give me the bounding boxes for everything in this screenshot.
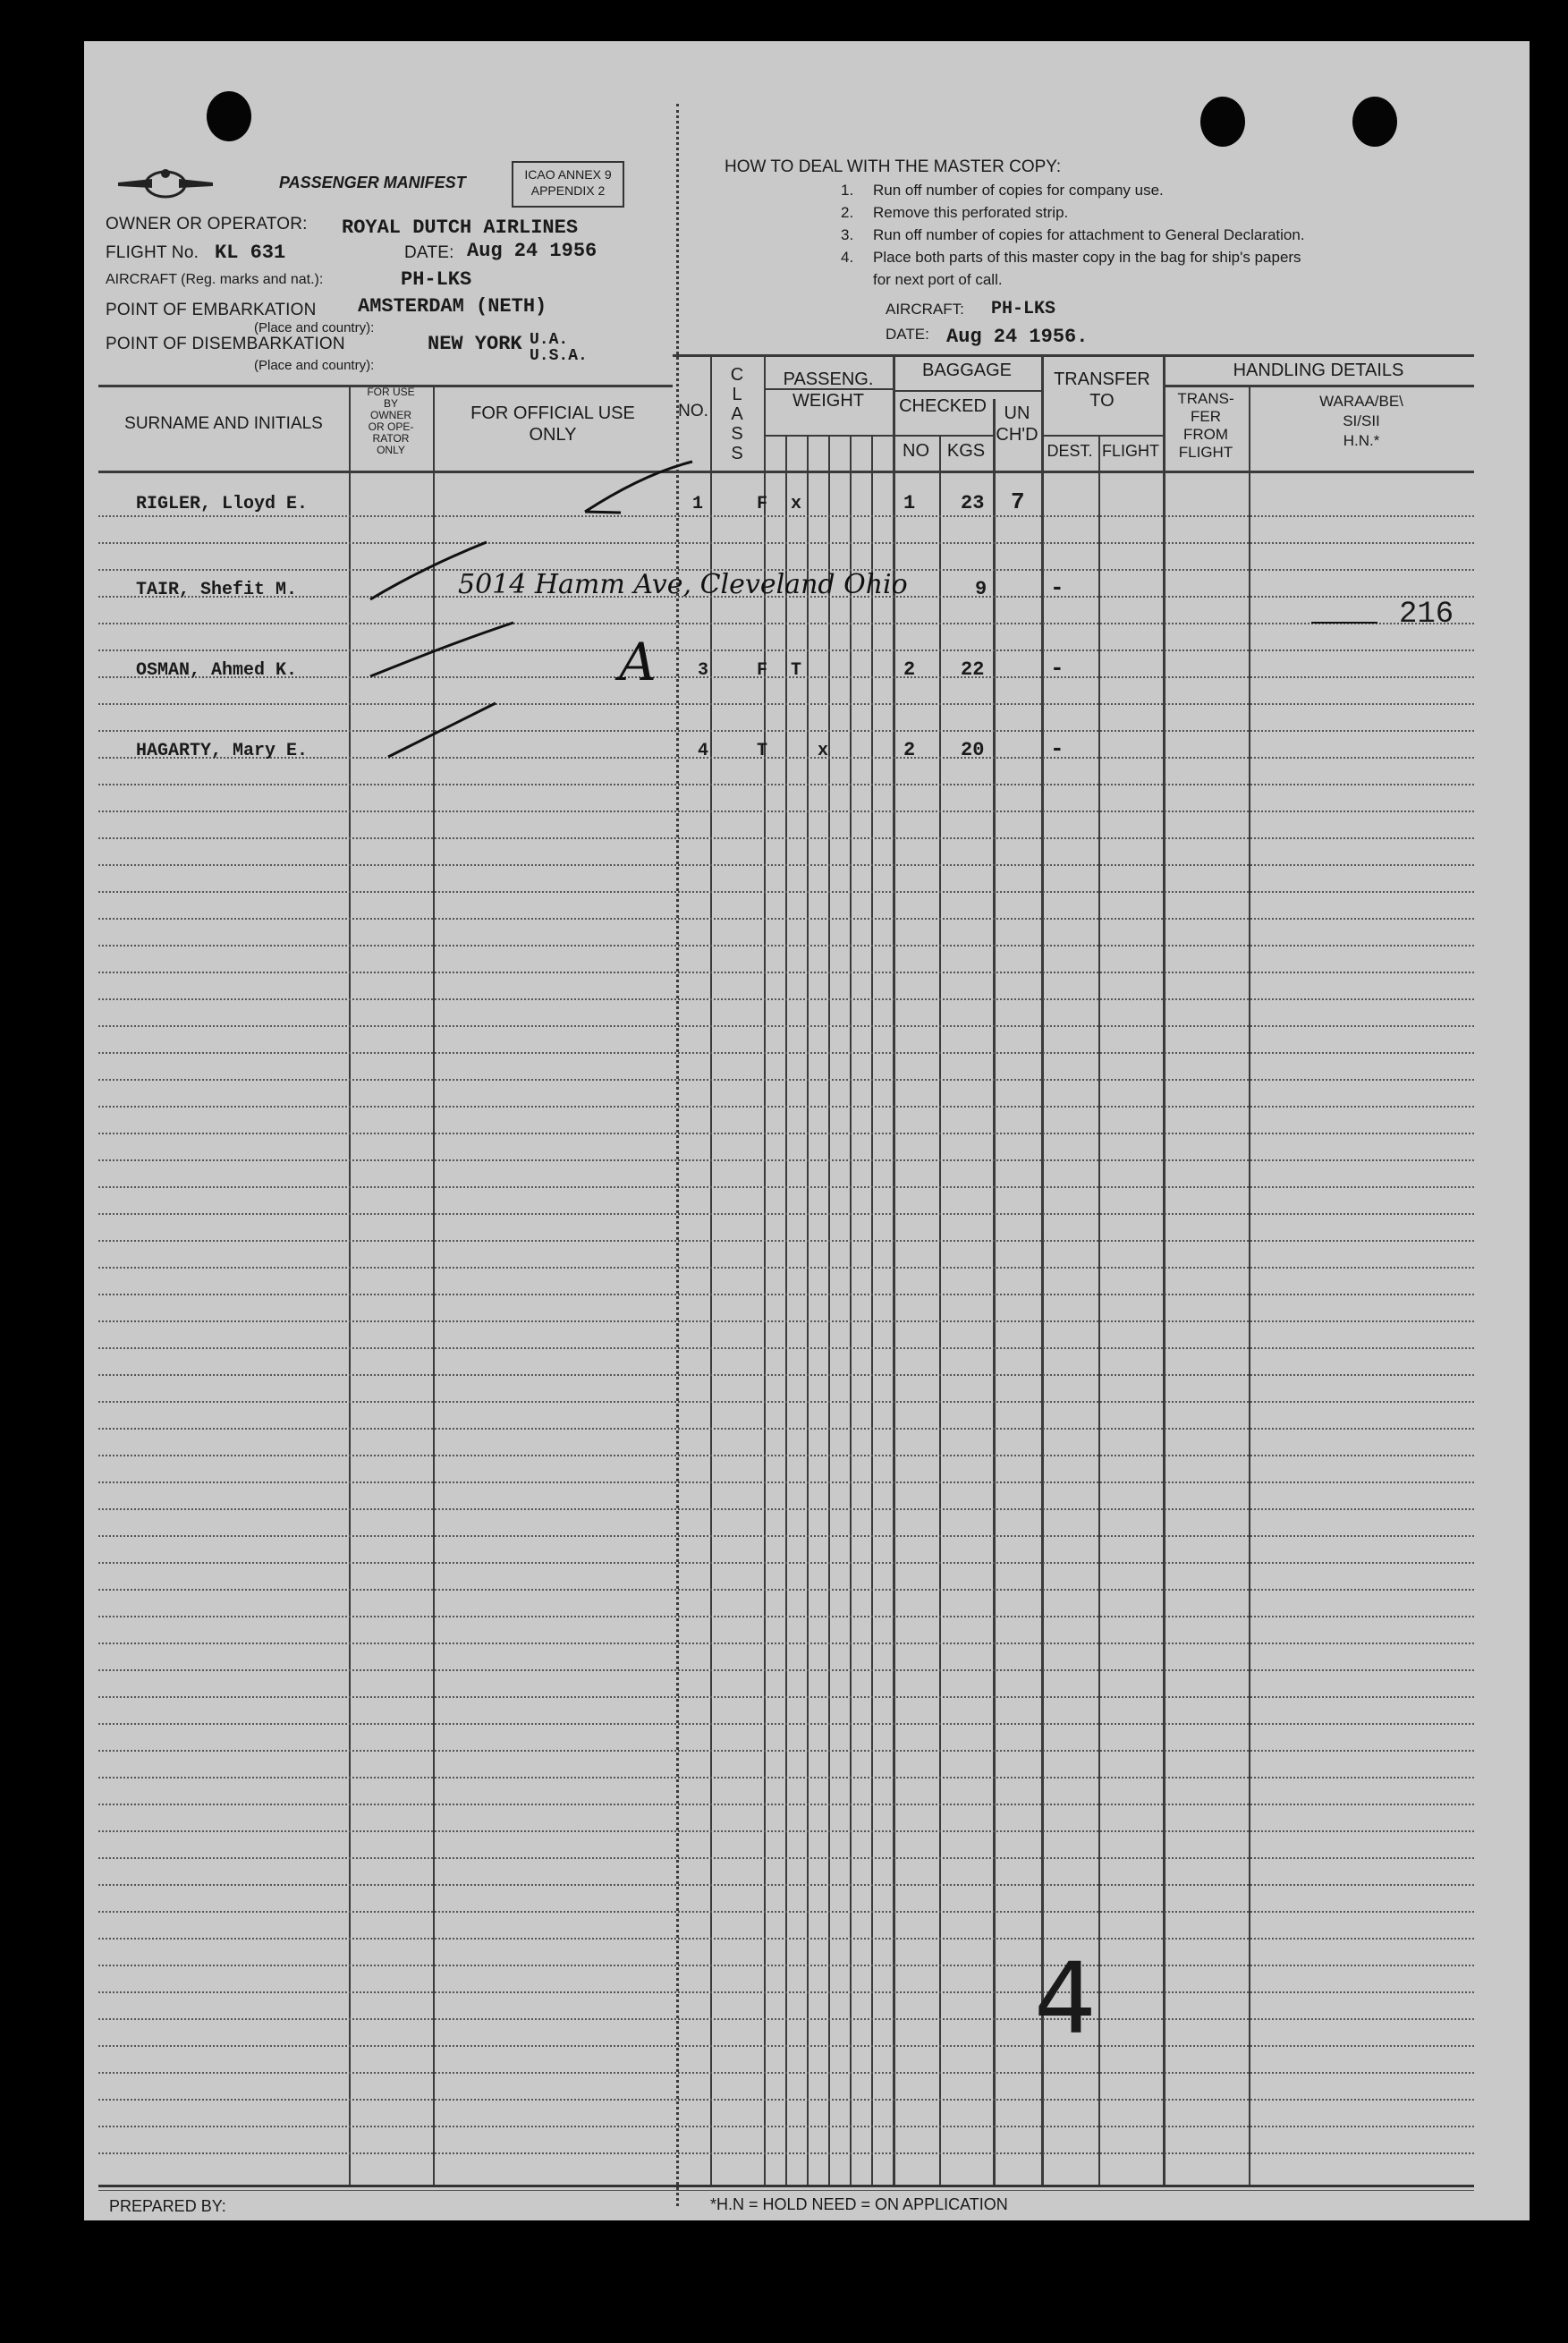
owner-label: OWNER OR OPERATOR: <box>106 215 308 233</box>
baggage-kgs: 22 <box>961 658 985 681</box>
baggage-no: 2 <box>903 658 916 681</box>
embarkation-place-hint: (Place and country): <box>254 320 375 335</box>
manifest-sheet <box>84 41 1530 2220</box>
passenger-class: T <box>757 741 768 761</box>
passenger-mark: x <box>818 741 829 761</box>
col-transfer-to-line: TO <box>1089 391 1115 411</box>
baggage-unchecked: 7 <box>1011 488 1025 515</box>
col-waraa-line: SI/SII <box>1343 412 1380 429</box>
date-value: Aug 24 1956 <box>467 240 598 262</box>
col-class-letter: A <box>731 404 743 424</box>
baggage-unchecked: - <box>1050 655 1064 682</box>
instruction-item: 2. Remove this perforated strip. <box>841 204 1069 221</box>
footer-rule <box>98 2185 1474 2187</box>
col-transfer-from-line: TRANS- <box>1177 390 1234 407</box>
embarkation-value: AMSTERDAM (NETH) <box>358 295 547 318</box>
col-passeng-weight-line: PASSENG. <box>783 369 874 389</box>
passenger-no: 3 <box>698 660 709 681</box>
col-owner-use-line: OR OPE- <box>368 420 414 433</box>
baggage-no: 1 <box>903 492 916 514</box>
instruction-item: 1. Run off number of copies for company use. <box>841 182 1164 199</box>
col-transfer-to-line: TRANSFER <box>1054 369 1150 389</box>
date-label: DATE: <box>404 243 454 262</box>
col-checked: CHECKED <box>899 396 987 416</box>
col-class-letter: L <box>732 385 742 404</box>
col-bag-no: NO <box>903 441 929 461</box>
aircraft-label: AIRCRAFT (Reg. marks and nat.): <box>106 272 324 287</box>
instruction-item: 4. Place both parts of this master copy in the bag for ship's papers <box>841 249 1301 266</box>
master-date-value: Aug 24 1956. <box>946 326 1089 348</box>
flight-value: KL 631 <box>215 242 286 264</box>
disembarkation-label: POINT OF DISEMBARKATION <box>106 335 345 353</box>
instruction-item: 3. Run off number of copies for attachment to General Declaration. <box>841 226 1305 243</box>
col-class-letter: C <box>730 365 744 385</box>
baggage-kgs: 23 <box>961 492 985 514</box>
handwritten-ticks <box>84 41 1530 2220</box>
col-kgs: KGS <box>946 441 986 461</box>
annex-line2: APPENDIX 2 <box>530 183 606 198</box>
col-waraa-line: H.N.* <box>1343 432 1380 449</box>
col-flight: FLIGHT <box>1101 442 1159 460</box>
col-owner-use-line: RATOR <box>372 432 410 445</box>
disembarkation-place-hint: (Place and country): <box>254 358 375 373</box>
baggage-unchecked: - <box>1050 574 1064 601</box>
passenger-name: HAGARTY, Mary E. <box>136 741 309 761</box>
flight-label: FLIGHT No. <box>106 243 199 262</box>
col-owner-use-line: BY <box>383 397 398 410</box>
passenger-no: 1 <box>692 494 704 514</box>
passenger-no: 4 <box>698 741 709 761</box>
col-unchecked-line: CH'D <box>996 425 1038 445</box>
handwritten-address: 5014 Hamm Ave, Cleveland Ohio <box>458 569 908 600</box>
col-no: NO. <box>678 402 708 420</box>
handwritten-mark: A <box>619 632 657 692</box>
baggage-no: 2 <box>903 739 916 761</box>
disembarkation-country-b: U.S.A. <box>530 347 588 365</box>
page-number: 4 <box>1034 1941 1097 2056</box>
master-aircraft-value: PH-LKS <box>991 299 1056 319</box>
passenger-mark: T <box>791 660 802 681</box>
passenger-name: RIGLER, Lloyd E. <box>136 494 309 514</box>
col-owner-use-line: ONLY <box>377 444 405 456</box>
col-transfer-from-line: FER <box>1191 408 1221 425</box>
baggage-kgs: 20 <box>961 739 985 761</box>
form-title: PASSENGER MANIFEST <box>279 174 466 191</box>
disembarkation-value: NEW YORK <box>428 333 522 355</box>
master-date-label: DATE: <box>886 326 929 343</box>
instruction-item: for next port of call. <box>873 271 1003 288</box>
baggage-unchecked: - <box>1050 735 1064 762</box>
footer-rule <box>98 2190 1474 2191</box>
col-class-letter: S <box>731 424 743 444</box>
col-owner-use-line: OWNER <box>370 409 411 421</box>
aircraft-value: PH-LKS <box>401 268 472 291</box>
col-class-letter: S <box>731 444 743 463</box>
handling-value: 216 <box>1399 598 1454 632</box>
prepared-by-label: PREPARED BY: <box>109 2197 226 2215</box>
col-official-use-line: FOR OFFICIAL USE <box>470 403 635 423</box>
passenger-class: F <box>757 494 768 514</box>
master-aircraft-label: AIRCRAFT: <box>886 301 964 318</box>
passenger-name: OSMAN, Ahmed K. <box>136 660 298 681</box>
passenger-class: F <box>757 660 768 681</box>
embarkation-label: POINT OF EMBARKATION <box>106 301 317 319</box>
col-transfer-from-line: FROM <box>1182 426 1229 443</box>
col-official-use-line: ONLY <box>529 425 577 445</box>
disembarkation-country-a: U.A. <box>530 331 569 349</box>
col-transfer-from-line: FLIGHT <box>1178 444 1233 461</box>
col-unchecked-line: UN <box>1004 403 1030 423</box>
col-owner-use-line: FOR USE <box>367 386 415 398</box>
col-dest: DEST. <box>1047 442 1093 460</box>
col-surname: SURNAME AND INITIALS <box>124 414 323 433</box>
col-passeng-weight-line: WEIGHT <box>792 391 864 411</box>
col-baggage: BAGGAGE <box>921 361 1013 380</box>
col-waraa-line: WARAA/BE\ <box>1319 393 1403 410</box>
passenger-name: TAIR, Shefit M. <box>136 580 298 600</box>
annex-line1: ICAO ANNEX 9 <box>524 167 612 182</box>
owner-value: ROYAL DUTCH AIRLINES <box>342 216 579 239</box>
col-handling: HANDLING DETAILS <box>1233 361 1404 380</box>
passenger-mark: x <box>791 494 802 514</box>
hn-note: *H.N = HOLD NEED = ON APPLICATION <box>710 2195 1008 2213</box>
instructions-heading: HOW TO DEAL WITH THE MASTER COPY: <box>725 157 1062 176</box>
baggage-kgs: 9 <box>975 578 987 600</box>
